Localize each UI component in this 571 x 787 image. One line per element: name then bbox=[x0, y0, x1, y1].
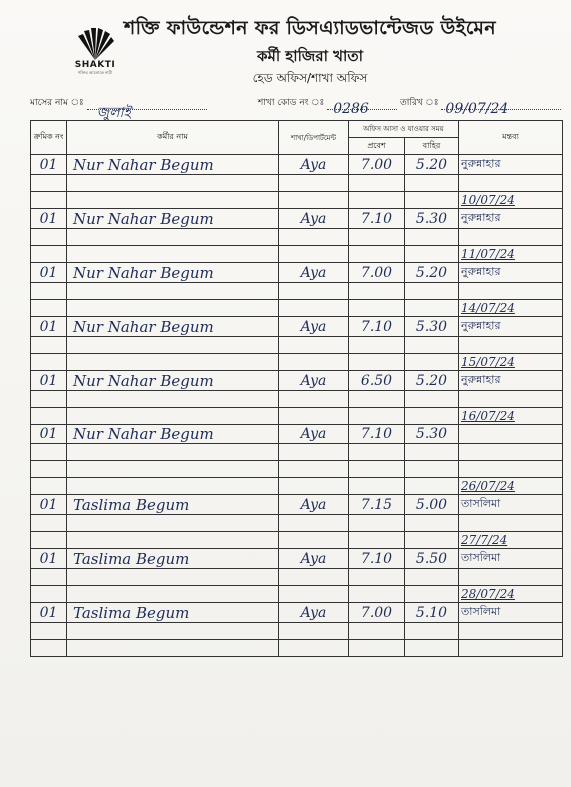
date-note: 26/07/24 bbox=[459, 478, 563, 495]
date-note: 28/07/24 bbox=[459, 586, 563, 603]
exit-time-cell: 5.00 bbox=[405, 495, 459, 515]
serial-cell: 01 bbox=[31, 603, 67, 623]
org-title: শক্তি ফাউন্ডেশন ফর ডিসএ্যাডভান্টেজড উইমেন bbox=[124, 17, 496, 39]
table-row bbox=[31, 263, 563, 283]
blank-row bbox=[31, 478, 563, 495]
branch-code-field bbox=[258, 95, 397, 117]
serial-cell: 01 bbox=[31, 495, 67, 515]
exit-time-cell: 5.20 bbox=[405, 155, 459, 175]
blank-row bbox=[31, 532, 563, 549]
table-row bbox=[31, 209, 563, 229]
serial-cell: 01 bbox=[31, 155, 67, 175]
signature-cell: নুরুন্নাহার bbox=[459, 371, 563, 391]
branch-cell: Aya bbox=[279, 155, 349, 175]
blank-row bbox=[31, 623, 563, 640]
signature-cell: নুরুন্নাহার bbox=[459, 263, 563, 283]
table-row bbox=[31, 603, 563, 623]
month-value: জুলাই bbox=[96, 105, 131, 121]
table-row bbox=[31, 425, 563, 444]
serial-cell: 01 bbox=[31, 371, 67, 391]
doc-title: কর্মী হাজিরা খাতা bbox=[257, 47, 363, 65]
name-cell: Taslima Begum bbox=[67, 495, 279, 515]
date-note: 10/07/24 bbox=[459, 192, 563, 209]
exit-time-cell: 5.30 bbox=[405, 425, 459, 444]
branch-cell: Aya bbox=[279, 425, 349, 444]
office-line: হেড অফিস/শাখা অফিস bbox=[252, 71, 368, 85]
date-label: তারিখ ঃ bbox=[400, 98, 439, 108]
name-cell: Nur Nahar Begum bbox=[67, 209, 279, 229]
date-note: 16/07/24 bbox=[459, 408, 563, 425]
blank-row bbox=[31, 283, 563, 300]
blank-row bbox=[31, 569, 563, 586]
blank-row bbox=[31, 640, 563, 657]
entry-time-cell: 7.10 bbox=[349, 209, 405, 229]
blank-row bbox=[31, 354, 563, 371]
name-cell: Nur Nahar Begum bbox=[67, 155, 279, 175]
header-branch: শাখা/ডিপার্টমেন্ট bbox=[279, 121, 349, 155]
blank-row bbox=[31, 229, 563, 246]
month-label: মাসের নাম ঃ bbox=[30, 98, 84, 108]
signature-cell bbox=[459, 425, 563, 444]
table-row bbox=[31, 495, 563, 515]
header-name: কর্মীর নাম bbox=[67, 121, 279, 155]
name-cell: Nur Nahar Begum bbox=[67, 371, 279, 391]
table-row bbox=[31, 155, 563, 175]
branch-code-value: 0286 bbox=[333, 101, 369, 117]
serial-cell: 01 bbox=[31, 425, 67, 444]
exit-time-cell: 5.30 bbox=[405, 317, 459, 337]
blank-row bbox=[31, 391, 563, 408]
entry-time-cell: 7.00 bbox=[349, 263, 405, 283]
entry-time-cell: 7.10 bbox=[349, 549, 405, 569]
serial-cell: 01 bbox=[31, 209, 67, 229]
entry-time-cell: 7.10 bbox=[349, 425, 405, 444]
name-cell: Taslima Begum bbox=[67, 549, 279, 569]
signature-cell: তাসলিমা bbox=[459, 603, 563, 623]
exit-time-cell: 5.20 bbox=[405, 263, 459, 283]
exit-time-cell: 5.30 bbox=[405, 209, 459, 229]
entry-time-cell: 6.50 bbox=[349, 371, 405, 391]
name-cell: Nur Nahar Begum bbox=[67, 317, 279, 337]
attendance-table bbox=[30, 120, 563, 657]
entry-time-cell: 7.15 bbox=[349, 495, 405, 515]
branch-code-label: শাখা কোড নং ঃ bbox=[258, 98, 325, 108]
branch-cell: Aya bbox=[279, 495, 349, 515]
logo-tagline: শক্তির আলোকে নারী bbox=[78, 70, 112, 75]
date-note: 11/07/24 bbox=[459, 246, 563, 263]
blank-row bbox=[31, 586, 563, 603]
branch-cell: Aya bbox=[279, 317, 349, 337]
blank-row bbox=[31, 337, 563, 354]
header-time-group: অফিস আসা ও যাওয়ার সময় bbox=[349, 121, 459, 138]
entry-time-cell: 7.00 bbox=[349, 603, 405, 623]
blank-row bbox=[31, 175, 563, 192]
signature-cell: তাসলিমা bbox=[459, 549, 563, 569]
branch-cell: Aya bbox=[279, 603, 349, 623]
branch-cell: Aya bbox=[279, 263, 349, 283]
date-note: 15/07/24 bbox=[459, 354, 563, 371]
signature-cell: নুরুন্নাহার bbox=[459, 317, 563, 337]
exit-time-cell: 5.50 bbox=[405, 549, 459, 569]
signature-cell: তাসলিমা bbox=[459, 495, 563, 515]
table-row bbox=[31, 317, 563, 337]
header-entry: প্রবেশ bbox=[349, 138, 405, 155]
name-cell: Nur Nahar Begum bbox=[67, 263, 279, 283]
blank-row bbox=[31, 192, 563, 209]
name-cell: Nur Nahar Begum bbox=[67, 425, 279, 444]
table-row bbox=[31, 549, 563, 569]
name-cell: Taslima Begum bbox=[67, 603, 279, 623]
blank-row bbox=[31, 444, 563, 461]
serial-cell: 01 bbox=[31, 317, 67, 337]
logo-brand: SHAKTI bbox=[74, 60, 116, 70]
header-serial: ক্রমিক নং bbox=[31, 121, 67, 155]
signature-cell: নুরুন্নাহার bbox=[459, 209, 563, 229]
branch-cell: Aya bbox=[279, 209, 349, 229]
table-row bbox=[31, 371, 563, 391]
exit-time-cell: 5.10 bbox=[405, 603, 459, 623]
blank-row bbox=[31, 246, 563, 263]
date-note: 27/7/24 bbox=[459, 532, 563, 549]
signature-cell: নুরুন্নাহার bbox=[459, 155, 563, 175]
date-value: 09/07/24 bbox=[445, 101, 509, 117]
blank-row bbox=[31, 461, 563, 478]
blank-row bbox=[31, 300, 563, 317]
branch-cell: Aya bbox=[279, 549, 349, 569]
entry-time-cell: 7.00 bbox=[349, 155, 405, 175]
date-field bbox=[400, 95, 561, 117]
serial-cell: 01 bbox=[31, 549, 67, 569]
date-note: 14/07/24 bbox=[459, 300, 563, 317]
blank-row bbox=[31, 515, 563, 532]
header-exit: বাহির bbox=[405, 138, 459, 155]
branch-cell: Aya bbox=[279, 371, 349, 391]
entry-time-cell: 7.10 bbox=[349, 317, 405, 337]
blank-row bbox=[31, 408, 563, 425]
header-remarks: মন্তব্য bbox=[459, 121, 563, 155]
serial-cell: 01 bbox=[31, 263, 67, 283]
month-field bbox=[30, 95, 207, 121]
exit-time-cell: 5.20 bbox=[405, 371, 459, 391]
